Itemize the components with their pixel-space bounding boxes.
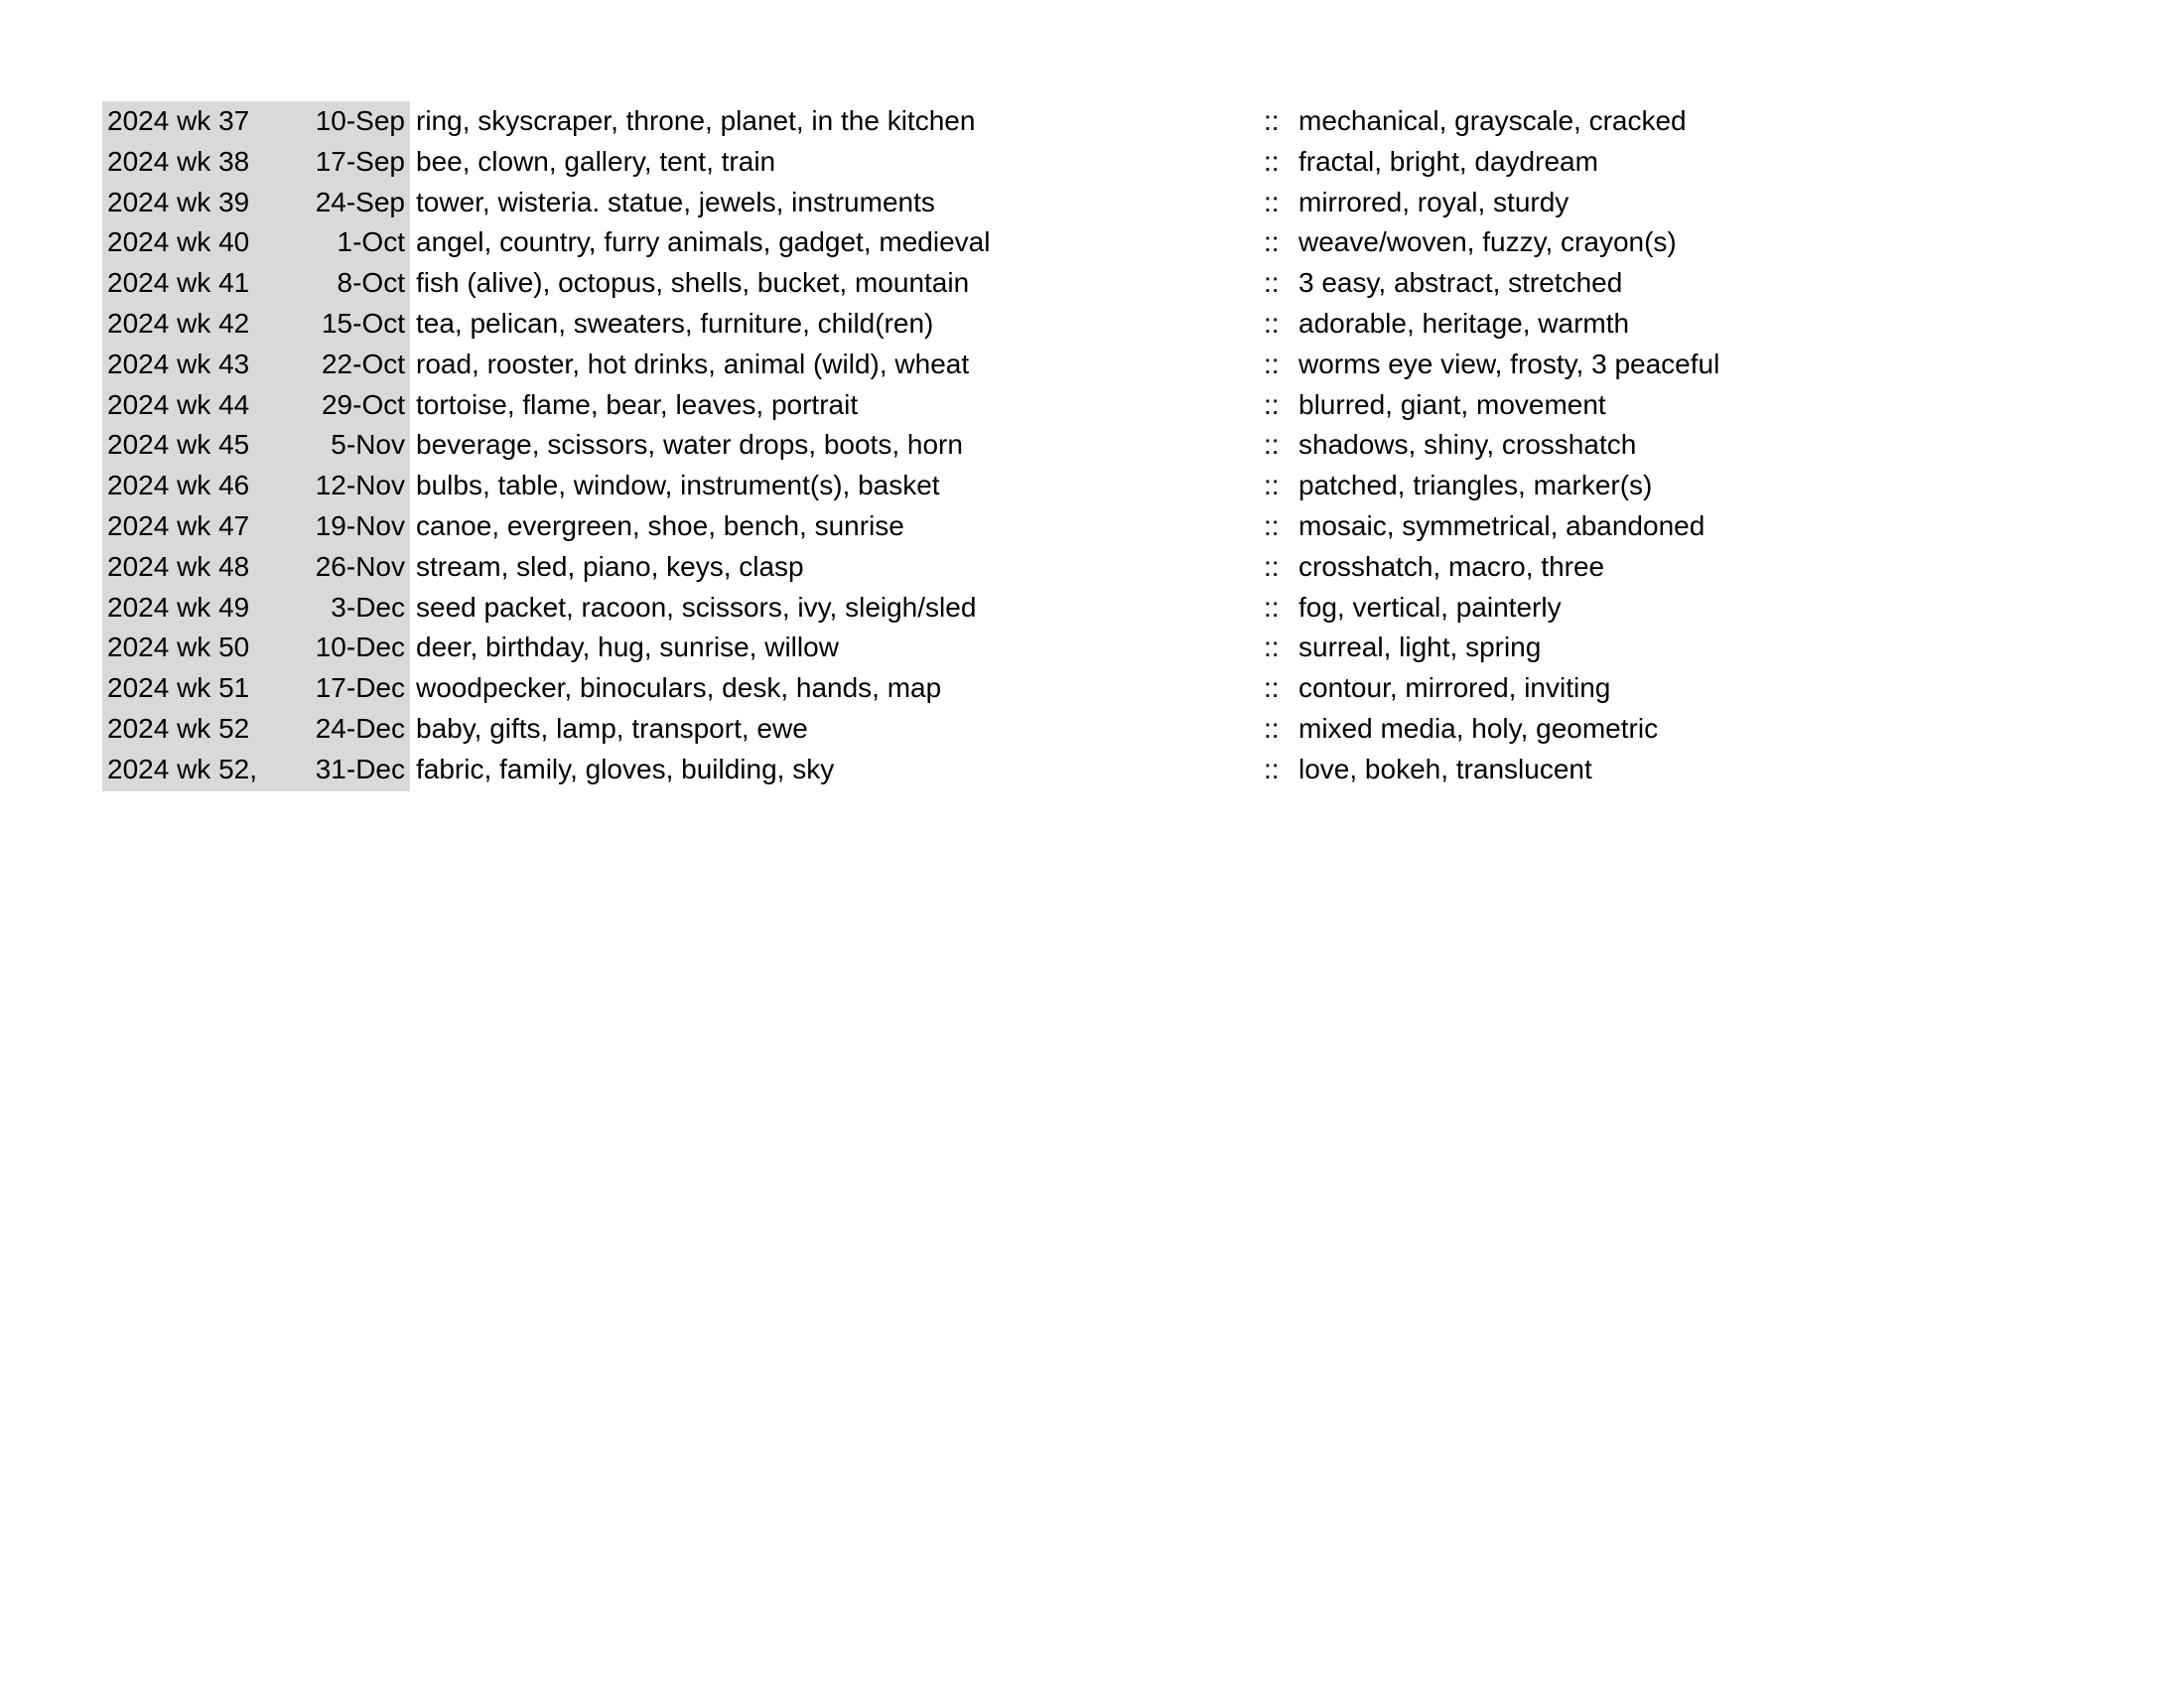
- table-row: [0, 142, 2184, 183]
- table-row: [0, 385, 2184, 426]
- styles-cell: worms eye view, frosty, 3 peaceful: [1298, 348, 1720, 379]
- table-row: [0, 668, 2184, 709]
- styles-cell: mirrored, royal, sturdy: [1298, 186, 1570, 217]
- separator-cell: ::: [1264, 267, 1280, 299]
- date-cell: 22-Oct: [321, 348, 405, 379]
- separator-cell: ::: [1264, 145, 1280, 177]
- subjects-cell: bulbs, table, window, instrument(s), basket: [416, 470, 940, 501]
- week-cell: 2024 wk 39: [107, 186, 250, 217]
- date-cell: 29-Oct: [321, 388, 405, 420]
- week-cell: 2024 wk 38: [107, 145, 250, 177]
- week-cell: 2024 wk 46: [107, 470, 250, 501]
- subjects-cell: road, rooster, hot drinks, animal (wild), wheat: [416, 348, 970, 379]
- styles-cell: weave/woven, fuzzy, crayon(s): [1298, 226, 1677, 258]
- week-cell: 2024 wk 52: [107, 712, 250, 744]
- separator-cell: ::: [1264, 672, 1280, 704]
- date-cell: 19-Nov: [315, 509, 405, 541]
- week-cell: 2024 wk 48: [107, 550, 250, 582]
- styles-cell: crosshatch, macro, three: [1298, 550, 1605, 582]
- subjects-cell: canoe, evergreen, shoe, bench, sunrise: [416, 509, 904, 541]
- table-row: [0, 345, 2184, 385]
- subjects-cell: deer, birthday, hug, sunrise, willow: [416, 632, 839, 663]
- separator-cell: ::: [1264, 753, 1280, 784]
- styles-cell: patched, triangles, marker(s): [1298, 470, 1653, 501]
- table-row: [0, 101, 2184, 142]
- styles-cell: mixed media, holy, geometric: [1298, 712, 1659, 744]
- week-cell: 2024 wk 40: [107, 226, 250, 258]
- subjects-cell: ring, skyscraper, throne, planet, in the kitchen: [416, 105, 976, 136]
- styles-cell: contour, mirrored, inviting: [1298, 672, 1611, 704]
- week-cell: 2024 wk 52,: [107, 753, 257, 784]
- table-row: [0, 709, 2184, 750]
- week-cell: 2024 wk 49: [107, 591, 250, 623]
- subjects-cell: bee, clown, gallery, tent, train: [416, 145, 776, 177]
- subjects-cell: baby, gifts, lamp, transport, ewe: [416, 712, 808, 744]
- date-cell: 24-Dec: [315, 712, 405, 744]
- week-cell: 2024 wk 37: [107, 105, 250, 136]
- date-cell: 10-Sep: [315, 105, 405, 136]
- subjects-cell: tea, pelican, sweaters, furniture, child(ren): [416, 307, 934, 339]
- subjects-cell: seed packet, racoon, scissors, ivy, sleigh/sled: [416, 591, 977, 623]
- table-row: [0, 628, 2184, 668]
- date-cell: 15-Oct: [321, 307, 405, 339]
- separator-cell: ::: [1264, 226, 1280, 258]
- week-cell: 2024 wk 42: [107, 307, 250, 339]
- week-cell: 2024 wk 47: [107, 509, 250, 541]
- date-cell: 12-Nov: [315, 470, 405, 501]
- week-cell: 2024 wk 41: [107, 267, 250, 299]
- date-cell: 5-Nov: [331, 429, 405, 461]
- date-cell: 17-Sep: [315, 145, 405, 177]
- styles-cell: fog, vertical, painterly: [1298, 591, 1562, 623]
- date-cell: 1-Oct: [337, 226, 405, 258]
- subjects-cell: tower, wisteria. statue, jewels, instruments: [416, 186, 935, 217]
- styles-cell: mechanical, grayscale, cracked: [1298, 105, 1687, 136]
- date-cell: 10-Dec: [315, 632, 405, 663]
- week-cell: 2024 wk 43: [107, 348, 250, 379]
- styles-cell: surreal, light, spring: [1298, 632, 1542, 663]
- date-cell: 3-Dec: [331, 591, 405, 623]
- styles-cell: shadows, shiny, crosshatch: [1298, 429, 1637, 461]
- separator-cell: ::: [1264, 186, 1280, 217]
- styles-cell: fractal, bright, daydream: [1298, 145, 1598, 177]
- separator-cell: ::: [1264, 105, 1280, 136]
- table-row: [0, 263, 2184, 304]
- week-cell: 2024 wk 51: [107, 672, 250, 704]
- subjects-cell: stream, sled, piano, keys, clasp: [416, 550, 804, 582]
- separator-cell: ::: [1264, 550, 1280, 582]
- subjects-cell: fish (alive), octopus, shells, bucket, mountain: [416, 267, 970, 299]
- subjects-cell: woodpecker, binoculars, desk, hands, map: [416, 672, 942, 704]
- separator-cell: ::: [1264, 429, 1280, 461]
- table-row: [0, 750, 2184, 790]
- date-cell: 31-Dec: [315, 753, 405, 784]
- separator-cell: ::: [1264, 509, 1280, 541]
- table-row: [0, 222, 2184, 263]
- styles-cell: mosaic, symmetrical, abandoned: [1298, 509, 1706, 541]
- table-row: [0, 547, 2184, 588]
- date-cell: 24-Sep: [315, 186, 405, 217]
- date-cell: 26-Nov: [315, 550, 405, 582]
- separator-cell: ::: [1264, 470, 1280, 501]
- prompt-table: [0, 101, 2184, 790]
- separator-cell: ::: [1264, 591, 1280, 623]
- styles-cell: love, bokeh, translucent: [1298, 753, 1592, 784]
- table-row: [0, 506, 2184, 547]
- subjects-cell: tortoise, flame, bear, leaves, portrait: [416, 388, 859, 420]
- table-row: [0, 588, 2184, 629]
- subjects-cell: angel, country, furry animals, gadget, medieval: [416, 226, 991, 258]
- styles-cell: 3 easy, abstract, stretched: [1298, 267, 1623, 299]
- subjects-cell: fabric, family, gloves, building, sky: [416, 753, 835, 784]
- table-row: [0, 425, 2184, 466]
- separator-cell: ::: [1264, 712, 1280, 744]
- week-cell: 2024 wk 44: [107, 388, 250, 420]
- styles-cell: adorable, heritage, warmth: [1298, 307, 1630, 339]
- styles-cell: blurred, giant, movement: [1298, 388, 1606, 420]
- week-cell: 2024 wk 45: [107, 429, 250, 461]
- table-row: [0, 304, 2184, 345]
- separator-cell: ::: [1264, 307, 1280, 339]
- week-cell: 2024 wk 50: [107, 632, 250, 663]
- table-row: [0, 183, 2184, 223]
- separator-cell: ::: [1264, 388, 1280, 420]
- separator-cell: ::: [1264, 348, 1280, 379]
- separator-cell: ::: [1264, 632, 1280, 663]
- subjects-cell: beverage, scissors, water drops, boots, horn: [416, 429, 963, 461]
- table-row: [0, 466, 2184, 506]
- date-cell: 8-Oct: [337, 267, 405, 299]
- date-cell: 17-Dec: [315, 672, 405, 704]
